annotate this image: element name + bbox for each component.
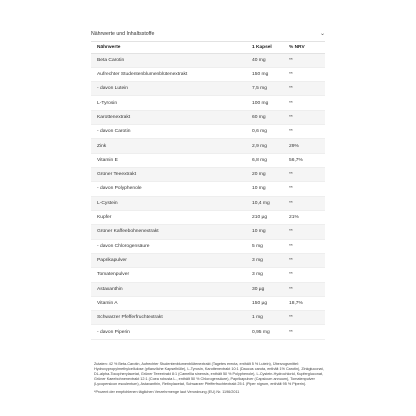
nrv-percent: ** bbox=[283, 82, 325, 96]
table-row bbox=[91, 311, 325, 325]
table-row bbox=[91, 296, 325, 310]
nrv-percent: ** bbox=[283, 67, 325, 81]
nutrient-name: - davon Carotin bbox=[91, 125, 246, 139]
nutrient-name: Karottenextrakt bbox=[91, 110, 246, 124]
nutrient-name: Paprikapulver bbox=[91, 253, 246, 267]
table-row bbox=[91, 196, 325, 210]
amount-per-capsule: 20 mg bbox=[246, 168, 283, 182]
nrv-percent: 29% bbox=[283, 139, 325, 153]
nutrient-name: Zink bbox=[91, 139, 246, 153]
table-row bbox=[91, 53, 325, 67]
amount-per-capsule: 30 µg bbox=[246, 282, 283, 296]
column-header-nrv: % NRV bbox=[283, 42, 325, 53]
amount-per-capsule: 1 mg bbox=[246, 311, 283, 325]
nutrient-name: Tomatenpulver bbox=[91, 268, 246, 282]
amount-per-capsule: 10,4 mg bbox=[246, 196, 283, 210]
table-row bbox=[91, 182, 325, 196]
nrv-percent: ** bbox=[283, 325, 325, 339]
table-row bbox=[91, 110, 325, 124]
nrv-percent: ** bbox=[283, 282, 325, 296]
nrv-percent: ** bbox=[283, 53, 325, 67]
amount-per-capsule: 3 mg bbox=[246, 268, 283, 282]
nrv-percent: ** bbox=[283, 196, 325, 210]
table-header-row bbox=[91, 42, 325, 53]
nrv-percent: ** bbox=[283, 96, 325, 110]
nrv-percent: 56,7% bbox=[283, 153, 325, 167]
nrv-percent: ** bbox=[283, 110, 325, 124]
nrv-percent: ** bbox=[283, 311, 325, 325]
amount-per-capsule: 6,8 mg bbox=[246, 153, 283, 167]
amount-per-capsule: 2,9 mg bbox=[246, 139, 283, 153]
nutrient-name: Aufrechter Studentenblumenblütenextrakt bbox=[91, 67, 246, 81]
table-row bbox=[91, 239, 325, 253]
nrv-percent: ** bbox=[283, 168, 325, 182]
nutrient-name: L-Cystein bbox=[91, 196, 246, 210]
amount-per-capsule: 0,95 mg bbox=[246, 325, 283, 339]
nutrient-name: Schwarzer Pfefferfruchtextrakt bbox=[91, 311, 246, 325]
table-row bbox=[91, 210, 325, 224]
amount-per-capsule: 10 mg bbox=[246, 182, 283, 196]
nrv-note: *Prozent der empfohlenen täglichen Verzehrmenge laut Verordnung (EU) Nr. 1196/2011 bbox=[94, 390, 240, 395]
nutrient-name: Beta Carotin bbox=[91, 53, 246, 67]
table-row bbox=[91, 82, 325, 96]
amount-per-capsule: 100 mg bbox=[246, 96, 283, 110]
table-row bbox=[91, 282, 325, 296]
amount-per-capsule: 60 mg bbox=[246, 110, 283, 124]
nrv-percent: ** bbox=[283, 239, 325, 253]
table-row bbox=[91, 153, 325, 167]
nutrition-accordion-header[interactable] bbox=[91, 27, 325, 41]
table-row bbox=[91, 67, 325, 81]
nutrient-name: - davon Lutein bbox=[91, 82, 246, 96]
amount-per-capsule: 7,5 mg bbox=[246, 82, 283, 96]
nrv-percent: ** bbox=[283, 125, 325, 139]
table-row bbox=[91, 268, 325, 282]
nutrient-name: Astaxanthin bbox=[91, 282, 246, 296]
amount-per-capsule: 5 mg bbox=[246, 239, 283, 253]
nutrient-name: Grüner Kaffeebohnenextrakt bbox=[91, 225, 246, 239]
nrv-percent: 21% bbox=[283, 210, 325, 224]
nutrient-name: - davon Piperin bbox=[91, 325, 246, 339]
table-row bbox=[91, 96, 325, 110]
table-row bbox=[91, 325, 325, 339]
ingredients-text: Zutaten: 42 % Beta-Carotin, Aufrechter Studentenblumenblütenextrakt (Tagetes erecta, enthält 5 % Lutein), Überzugsmittel: Hydroxypropylmethylcellulose (pflanzliche Kapselhülle), L-Tyrosin, Karottenextrakt 10:1 (Daucus carota, enthält 1% Carotin), Zinkgluconat, DL-alpha-Tocopherylacetat, Grüner Teeextrakt 8:1 (Camellia sinensis, enthält 50 % Polyphenole), L-Cystein-Hydrochlorid, Kupfergluconat, Grüner Kaeebohnenextrakt 12:1 (Coea robusta L., enthält 50 % Chlorogensäure), Paprikapulver (Capsicum annuum), Tomatenpulver (Lycopersicon esculentum), Astaxanthin, Retinylacetat, Schwarzer Pfefferfruchtextrakt 25:1 (Piper nigrum, enthält 95 % Piperin). bbox=[94, 362, 324, 387]
column-header-per-capsule: 1 Kapsel bbox=[246, 42, 283, 53]
nrv-percent: 18,7% bbox=[283, 296, 325, 310]
nutrient-name: Vitamin A bbox=[91, 296, 246, 310]
nutrient-name: Grüner Teeextrakt bbox=[91, 168, 246, 182]
amount-per-capsule: 150 mg bbox=[246, 67, 283, 81]
column-header-nutrient: Nährwerte bbox=[91, 42, 246, 53]
amount-per-capsule: 0,6 mg bbox=[246, 125, 283, 139]
amount-per-capsule: 150 µg bbox=[246, 296, 283, 310]
nutrient-name: - davon Chlorogensäure bbox=[91, 239, 246, 253]
amount-per-capsule: 10 mg bbox=[246, 225, 283, 239]
nutrient-name: - davon Polyphenole bbox=[91, 182, 246, 196]
nutrient-name: Kupfer bbox=[91, 210, 246, 224]
nutrition-table bbox=[91, 42, 325, 340]
nutrient-name: L-Tyrosin bbox=[91, 96, 246, 110]
nrv-percent: ** bbox=[283, 268, 325, 282]
ingredients-footnote bbox=[94, 362, 326, 395]
nrv-percent: ** bbox=[283, 182, 325, 196]
chevron-down-icon[interactable]: ⌄ bbox=[319, 31, 325, 37]
accordion-title: Nährwerte und Inhaltsstoffe bbox=[91, 31, 155, 37]
amount-per-capsule: 40 mg bbox=[246, 53, 283, 67]
nrv-percent: ** bbox=[283, 225, 325, 239]
nrv-percent: ** bbox=[283, 253, 325, 267]
table-row bbox=[91, 253, 325, 267]
table-row bbox=[91, 168, 325, 182]
nutrient-name: Vitamin E bbox=[91, 153, 246, 167]
table-row bbox=[91, 139, 325, 153]
amount-per-capsule: 210 µg bbox=[246, 210, 283, 224]
amount-per-capsule: 3 mg bbox=[246, 253, 283, 267]
table-row bbox=[91, 125, 325, 139]
table-row bbox=[91, 225, 325, 239]
